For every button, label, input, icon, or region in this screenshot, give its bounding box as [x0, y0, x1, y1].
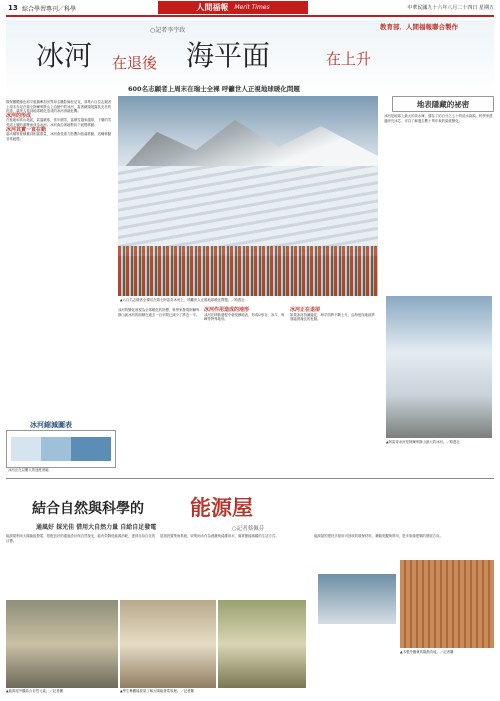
energy-caption-1: ▲能源屋外觀結合自然元素。／記者攝	[6, 689, 63, 693]
energy-caption-2: ▲學生參觀能源屋了解太陽能發電原理。／記者攝	[120, 689, 194, 693]
paragraph-moving: 當冰層厚度積累到相當重量，冰河會受重力影響向低處移動，這種移動非常緩慢。	[6, 132, 112, 141]
glacier-ice-graphic	[118, 166, 378, 256]
energy-column-2: 屋頂設置集雨系統，收集雨水作為澆灌與清潔用水，落實節能減碳的生活方式。	[160, 534, 279, 538]
subhead-landforms: 冰河作用造成的地形	[204, 307, 250, 313]
subhead-formation: 冰河的形成	[6, 112, 32, 119]
energy-photo-2	[120, 600, 216, 688]
glacier-chart-box	[6, 430, 116, 468]
lead-paragraph: 環保團體綠色和平組織參加世界知名攝影師杜尼克，募集六百位志願者上周末赤足在瑞士阿爾卑斯山上洽繪中的冰河，當著鏡頭展露其光亮的皮膚，讓世人看到地球暖化造成的冰河消融危機。	[6, 100, 112, 114]
masthead-title: 人間福報	[196, 3, 229, 12]
paragraph-landforms: 冰河在移動過程中會侵蝕地表，形成U形谷、冰斗、角峰等特殊地形。	[204, 312, 285, 322]
sidebar-heading: 地表隱藏的祕密	[392, 96, 494, 112]
section-divider	[6, 478, 494, 479]
energy-headline-accent: 能源屋	[190, 495, 253, 520]
headline-sea-level: 海平面	[186, 39, 271, 72]
energy-column-3: 能源屋的建材多採用可回收的環保材料，兼顧美觀與實用，是未來綠建築的發展方向。	[314, 534, 443, 538]
energy-column-1: 能源屋利用太陽能板發電，搭配良好的通風設計與自然採光，能有效降低能源消耗，達到自給自足的目標。	[6, 534, 156, 543]
headline-rising: 在上升	[326, 50, 372, 68]
chart-box-title: 冰河縮減圖表	[30, 421, 72, 429]
subhead-retreating: 冰河正在退卻	[290, 307, 321, 313]
energy-photo-3	[218, 600, 306, 688]
partner-credit: 教育部．人間福報聯合製作	[380, 23, 458, 31]
header-rule	[6, 15, 494, 17]
section-name: 綜合學習專刊／科學	[22, 6, 77, 13]
headline-retreat: 在退後	[112, 54, 158, 72]
article-subheadline: 600名志願者上周末在瑞士全裸 呼籲世人正視地球暖化問題	[128, 85, 300, 93]
photo-caption: ▲六百名志願者全裸站在瑞士阿雷奇冰河上，呼籲世人正視地球暖化問題。／路透社	[120, 298, 245, 302]
masthead	[158, 1, 308, 14]
glacier-photo	[118, 96, 378, 296]
energy-photo-1	[6, 600, 118, 688]
energy-photo-4	[318, 574, 396, 624]
page-number: 13	[8, 4, 18, 12]
center-column-2	[204, 308, 286, 322]
paragraph-retreating: 如果冰河持續融化，海平面將不斷上升，沿海低窪地區將面臨被淹沒的危險。	[290, 312, 375, 322]
glacier-chart-graphic	[11, 437, 111, 461]
sidebar-photo	[386, 296, 492, 438]
headline-glacier: 冰河	[36, 39, 93, 72]
crowd-graphic	[118, 246, 378, 296]
paragraph-formation: 在極地和高山地區，氣溫嚴寒，常年積雪，當積雪越來越厚，下層的雪受到上層的重壓而成為冰河。冰河會沿著地勢向下緩慢移動。	[6, 118, 112, 127]
chart-box-caption: 冰河正在以驚人的速度消融	[8, 468, 49, 472]
center-column-3	[290, 308, 378, 322]
sidebar-photo-caption: ▲阿雷奇冰河是阿爾卑斯山最大的冰河。／路透社	[386, 440, 460, 444]
energy-subheadline: 通風好 採光佳 借用大自然力量 自給自足發電	[36, 524, 157, 531]
mountain-graphic	[118, 114, 378, 174]
sidebar-text: 冰河是地球上最大的淡水庫，儲存了約百分之七十的淡水資源。科學家透過研究冰芯，可以了解過去數十萬年來的氣候變化。	[384, 114, 493, 123]
energy-headline: 結合自然與科學的	[32, 501, 144, 517]
center-column-1: 冰河的變化被視為全球暖化的指標，科學家發現阿爾卑斯山區冰河的面積在過去一百年間已減少了將近一半。	[118, 308, 200, 317]
energy-photo-wood-wall	[400, 560, 494, 648]
energy-caption-3: ▲木製外牆兼具隔熱功能。／記者攝	[400, 650, 454, 654]
masthead-en: Merit Times	[234, 4, 270, 11]
article-byline: ○記者李宇政	[150, 27, 186, 34]
left-column	[6, 100, 114, 141]
subhead-moving: 冰河其實一直在動	[6, 126, 47, 133]
publication-date: 中華民國九十六年八月二十四日 星期五	[407, 5, 494, 11]
energy-byline: ○記者蔡佩芬	[232, 526, 265, 532]
